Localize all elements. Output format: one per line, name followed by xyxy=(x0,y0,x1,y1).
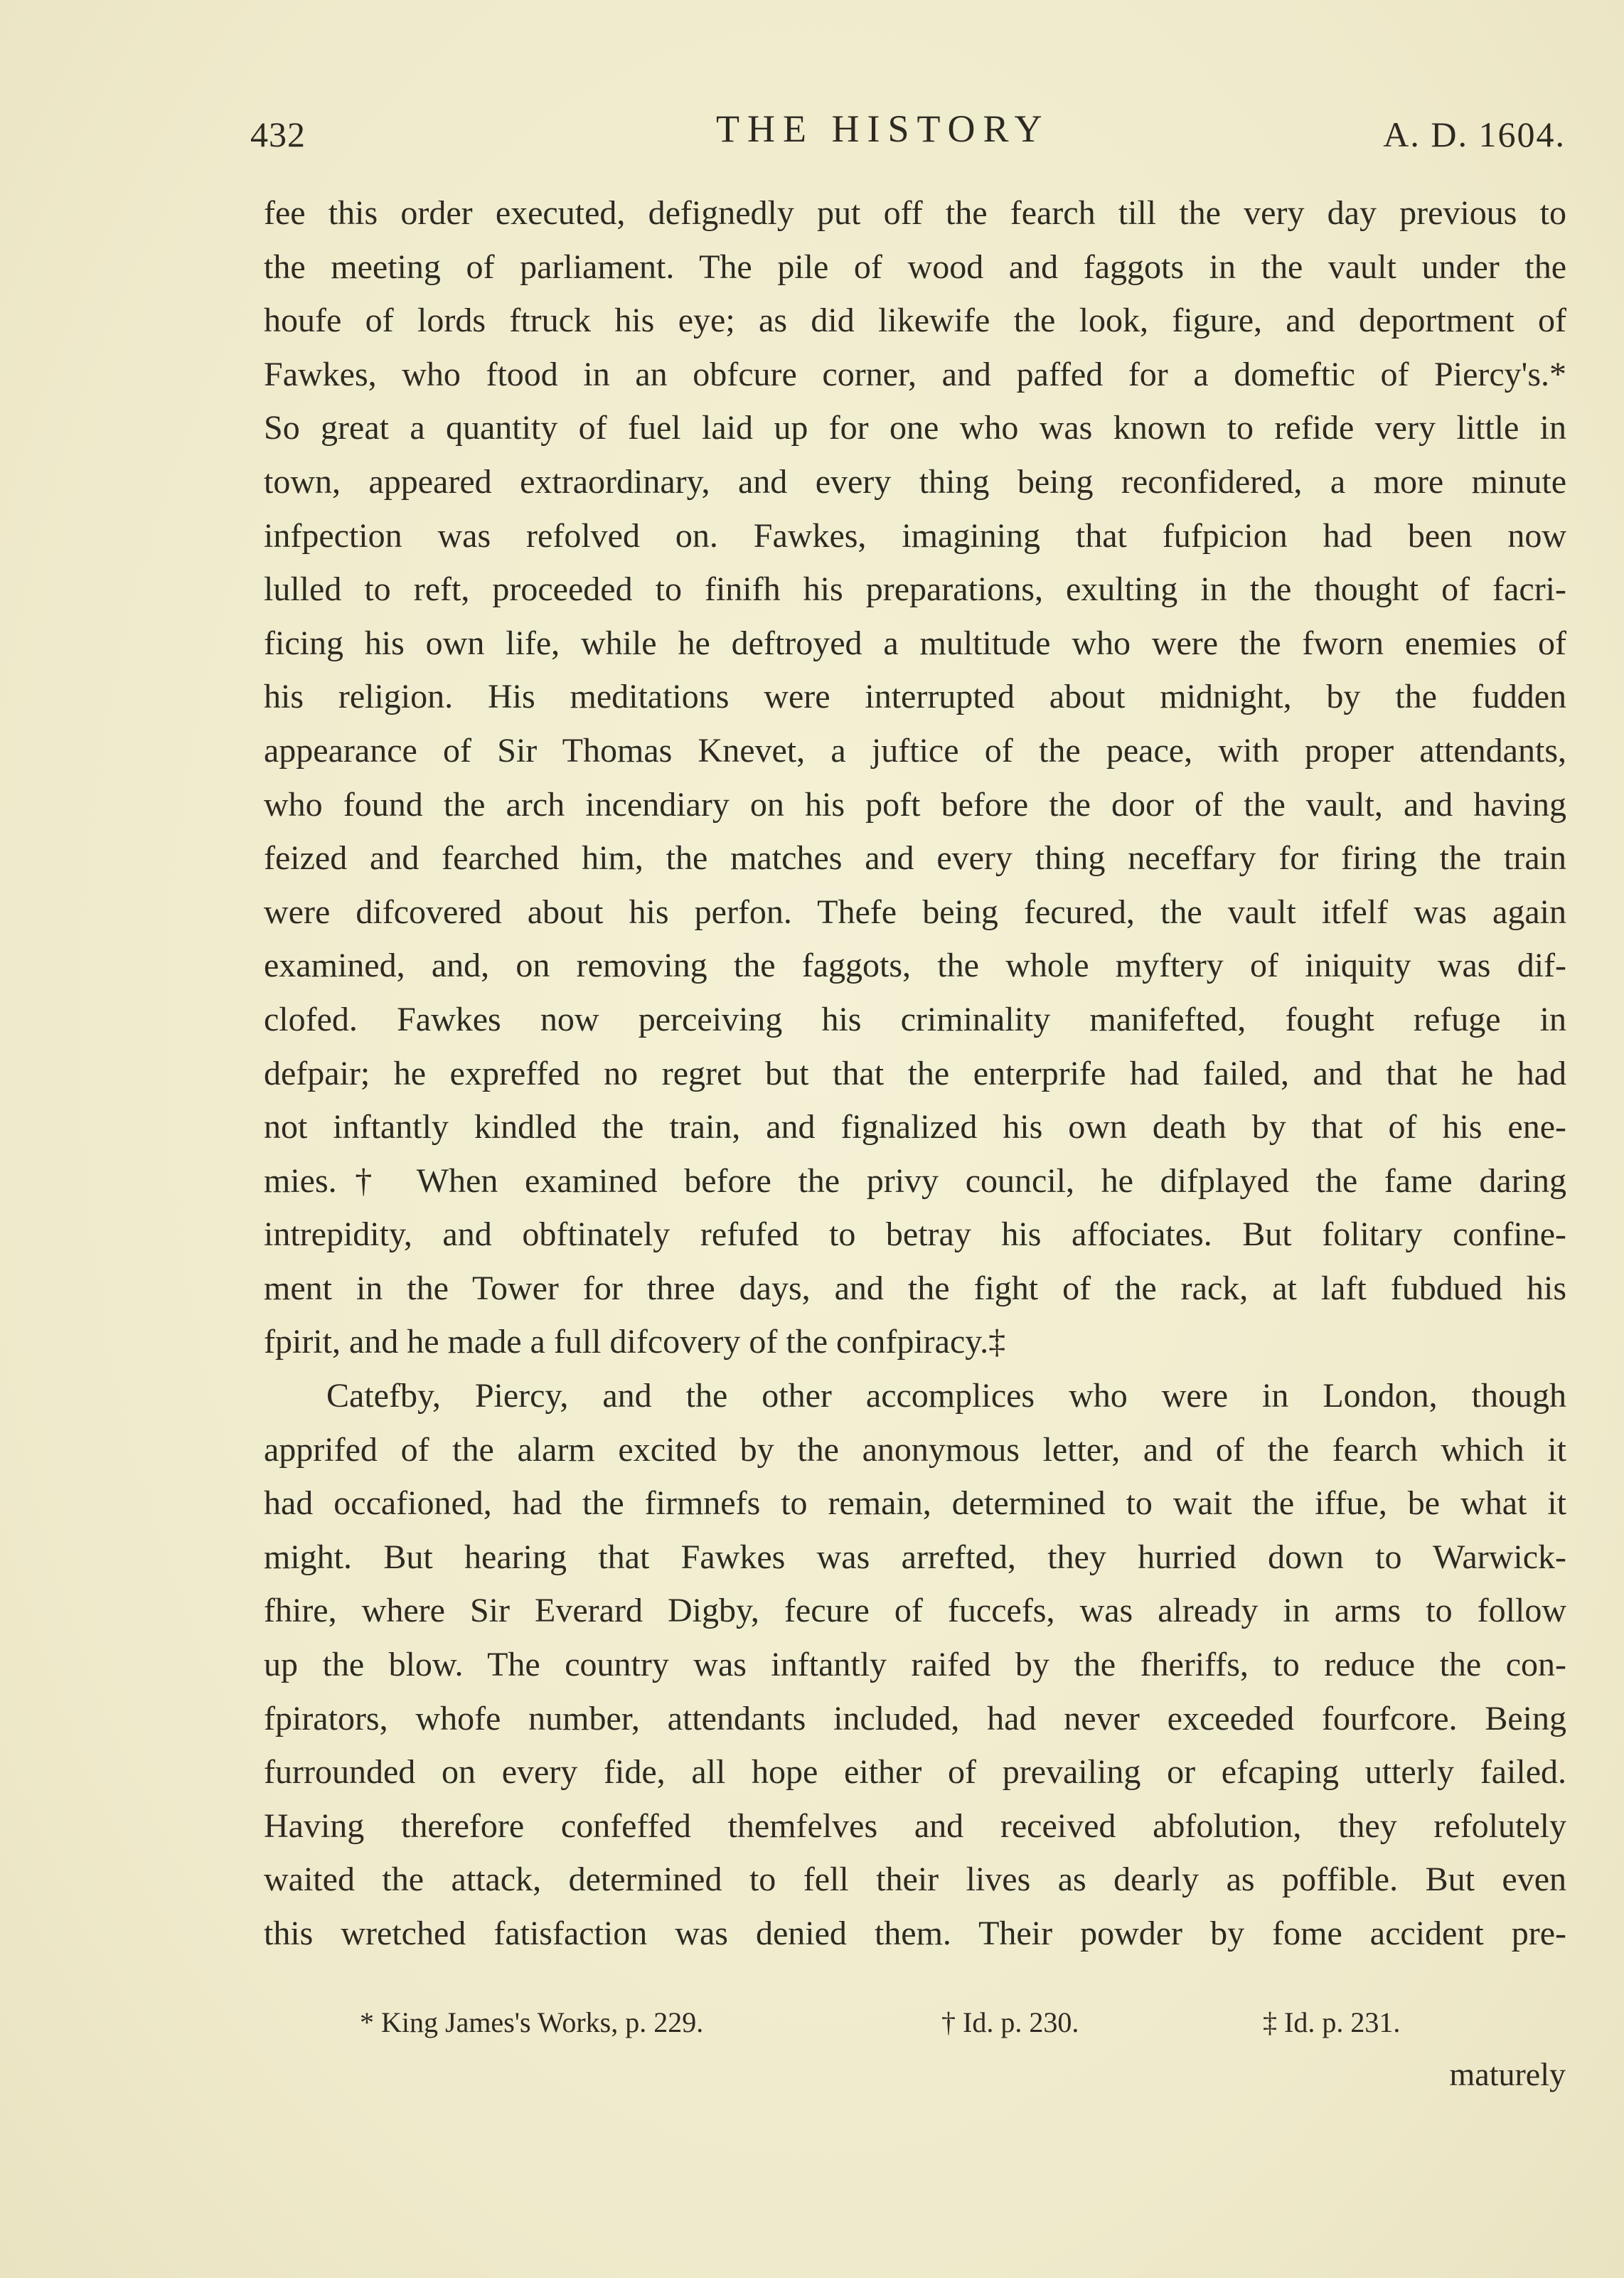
text-line: ment in the Tower for three days, and the fight of the rack, at laft fubdued his xyxy=(264,1269,1566,1307)
catchword: maturely xyxy=(1449,2056,1566,2092)
text-line: Having therefore confeffed themfelves and received abfolution, they refolutely xyxy=(264,1806,1566,1845)
text-line: So great a quantity of fuel laid up for one who was known to refide very little in xyxy=(264,409,1566,447)
footnote: † Id. p. 230. xyxy=(941,2006,1079,2038)
text-line: infpection was refolved on. Fawkes, imagining that fufpicion had been now xyxy=(264,516,1566,555)
text-line: Catefby, Piercy, and the other accomplices who were in London, though xyxy=(326,1377,1566,1415)
footnote: ‡ Id. p. 231. xyxy=(1263,2006,1401,2038)
text-line: examined, and, on removing the faggots, the whole myftery of iniquity was dif- xyxy=(264,947,1566,985)
running-date: A. D. 1604. xyxy=(1383,115,1566,154)
text-line: mies.† When examined before the privy council, he difplayed the fame daring xyxy=(264,1161,1566,1200)
text-line: fpirit, and he made a full difcovery of the confpiracy.‡ xyxy=(264,1323,1006,1361)
text-line: his religion. His meditations were interrupted about midnight, by the fudden xyxy=(264,678,1566,716)
text-line: feized and fearched him, the matches and every thing neceffary for firing the train xyxy=(264,839,1566,878)
text-line: the meeting of parliament. The pile of wood and faggots in the vault under the xyxy=(264,248,1566,286)
text-line: who found the arch incendiary on his poft before the door of the vault, and having xyxy=(264,785,1566,824)
body-text xyxy=(264,186,1566,1961)
text-line: up the blow. The country was inftantly raifed by the fheriffs, to reduce the con- xyxy=(264,1646,1566,1684)
text-line: waited the attack, determined to fell their lives as dearly as poffible. But even xyxy=(264,1861,1566,1899)
text-line: Fawkes, who ftood in an obfcure corner, and paffed for a domeftic of Piercy's.* xyxy=(264,355,1566,393)
text-line: furrounded on every fide, all hope either of prevailing or efcaping utterly failed. xyxy=(264,1753,1566,1792)
running-header xyxy=(250,107,1566,164)
text-line: had occafioned, had the firmnefs to remain, determined to wait the iffue, be what it xyxy=(264,1484,1566,1523)
text-line: fee this order executed, defignedly put off the fearch till the very day previous to xyxy=(264,194,1566,232)
running-title: THE HISTORY xyxy=(716,107,1050,150)
text-line: defpair; he expreffed no regret but that the enterprife had failed, and that he had xyxy=(264,1054,1566,1092)
text-line: appearance of Sir Thomas Knevet, a juftice of the peace, with proper attendants, xyxy=(264,731,1566,770)
text-line: might. But hearing that Fawkes was arrefted, they hurried down to Warwick- xyxy=(264,1538,1566,1576)
text-line: this wretched fatisfaction was denied them. Their powder by fome accident pre- xyxy=(264,1915,1566,1952)
footnotes xyxy=(360,2006,1441,2048)
text-line: apprifed of the alarm excited by the anonymous letter, and of the fearch which it xyxy=(264,1430,1566,1469)
text-line: fpirators, whofe number, attendants included, had never exceeded fourfcore. Being xyxy=(264,1699,1566,1737)
text-line: not inftantly kindled the train, and fignalized his own death by that of his ene- xyxy=(264,1108,1566,1146)
text-line: houfe of lords ftruck his eye; as did likewife the look, figure, and deportment of xyxy=(264,302,1566,340)
text-line: fhire, where Sir Everard Digby, fecure of fuccefs, was already in arms to follow xyxy=(264,1592,1566,1630)
text-line: town, appeared extraordinary, and every thing being reconfidered, a more minute xyxy=(264,462,1566,501)
text-line: ficing his own life, while he deftroyed a multitude who were the fworn enemies of xyxy=(264,624,1566,662)
text-line: lulled to reft, proceeded to finifh his preparations, exulting in the thought of facri- xyxy=(264,570,1566,609)
page-number: 432 xyxy=(250,115,306,154)
text-line: were difcovered about his perfon. Thefe being fecured, the vault itfelf was again xyxy=(264,893,1566,931)
text-line: intrepidity, and obftinately refufed to betray his affociates. But folitary confine- xyxy=(264,1215,1566,1254)
text-line: clofed. Fawkes now perceiving his criminality manifefted, fought refuge in xyxy=(264,1000,1566,1038)
footnote: * King James's Works, p. 229. xyxy=(360,2006,704,2038)
